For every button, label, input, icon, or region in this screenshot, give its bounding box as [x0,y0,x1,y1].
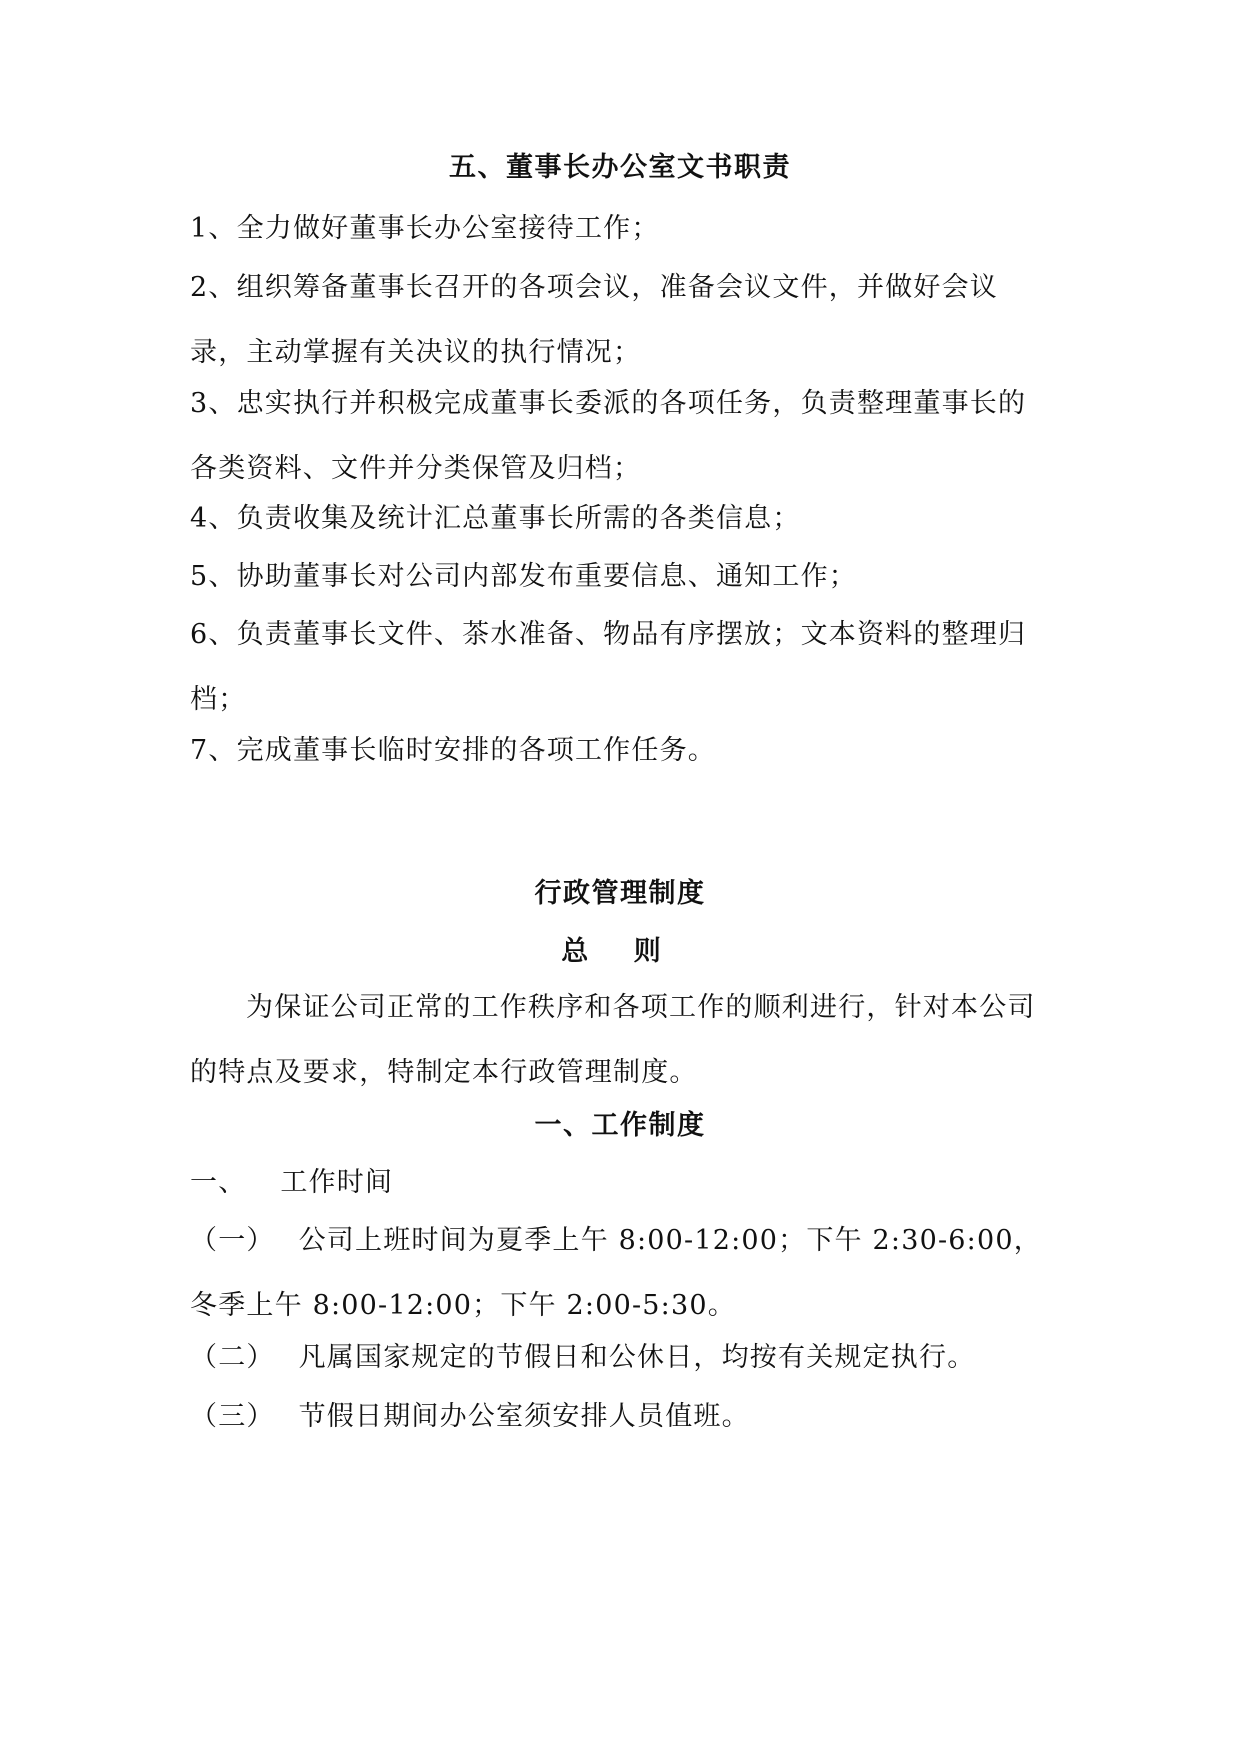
general-principles-title: 总 则 [561,936,679,967]
clause-3-text: 节假日期间办公室须安排人员值班。 [298,1401,750,1432]
clause-2-number: （二） [190,1342,275,1373]
duty-item-6: 6、负责董事长文件、茶水准备、物品有序摆放；文本资料的整理归档； [190,619,1027,715]
clause-3-number: （三） [190,1401,275,1432]
duty-item-3: 3、忠实执行并积极完成董事长委派的各项任务，负责整理董事长的各类资料、文件并分类保管及归档； [190,388,1027,484]
intro-paragraph: 为保证公司正常的工作秩序和各项工作的顺利进行，针对本公司的特点及要求，特制定本行政管理制度。 [190,992,1036,1088]
duty-item-5: 5、协助董事长对公司内部发布重要信息、通知工作； [190,561,857,592]
section-five-title: 五、董事长办公室文书职责 [449,152,791,183]
chapter-one-title: 一、工作制度 [534,1110,706,1141]
duty-item-1: 1、全力做好董事长办公室接待工作； [190,213,660,244]
clause-2 [190,1325,1050,1390]
work-time-heading [190,1150,1050,1215]
work-time-label: 工作时间 [280,1167,394,1198]
clause-1-number: （一） [190,1225,275,1256]
duty-item-4: 4、负责收集及统计汇总董事长所需的各类信息； [190,503,801,534]
clause-3 [190,1384,1050,1449]
clause-1-text: 公司上班时间为夏季上午 8:00-12:00；下午 2:30-6:00，冬季上午 8:00-12:00；下午 2:00-5:30。 [190,1225,1042,1321]
clause-1 [190,1208,1050,1338]
work-time-number: 一、 [190,1167,247,1198]
duty-item-7: 7、完成董事长临时安排的各项工作任务。 [190,735,716,766]
duty-item-2: 2、组织筹备董事长召开的各项会议，准备会议文件，并做好会议录，主动掌握有关决议的执行情况； [190,272,998,368]
clause-2-text: 凡属国家规定的节假日和公休日，均按有关规定执行。 [298,1342,976,1373]
admin-rules-title: 行政管理制度 [534,878,706,909]
